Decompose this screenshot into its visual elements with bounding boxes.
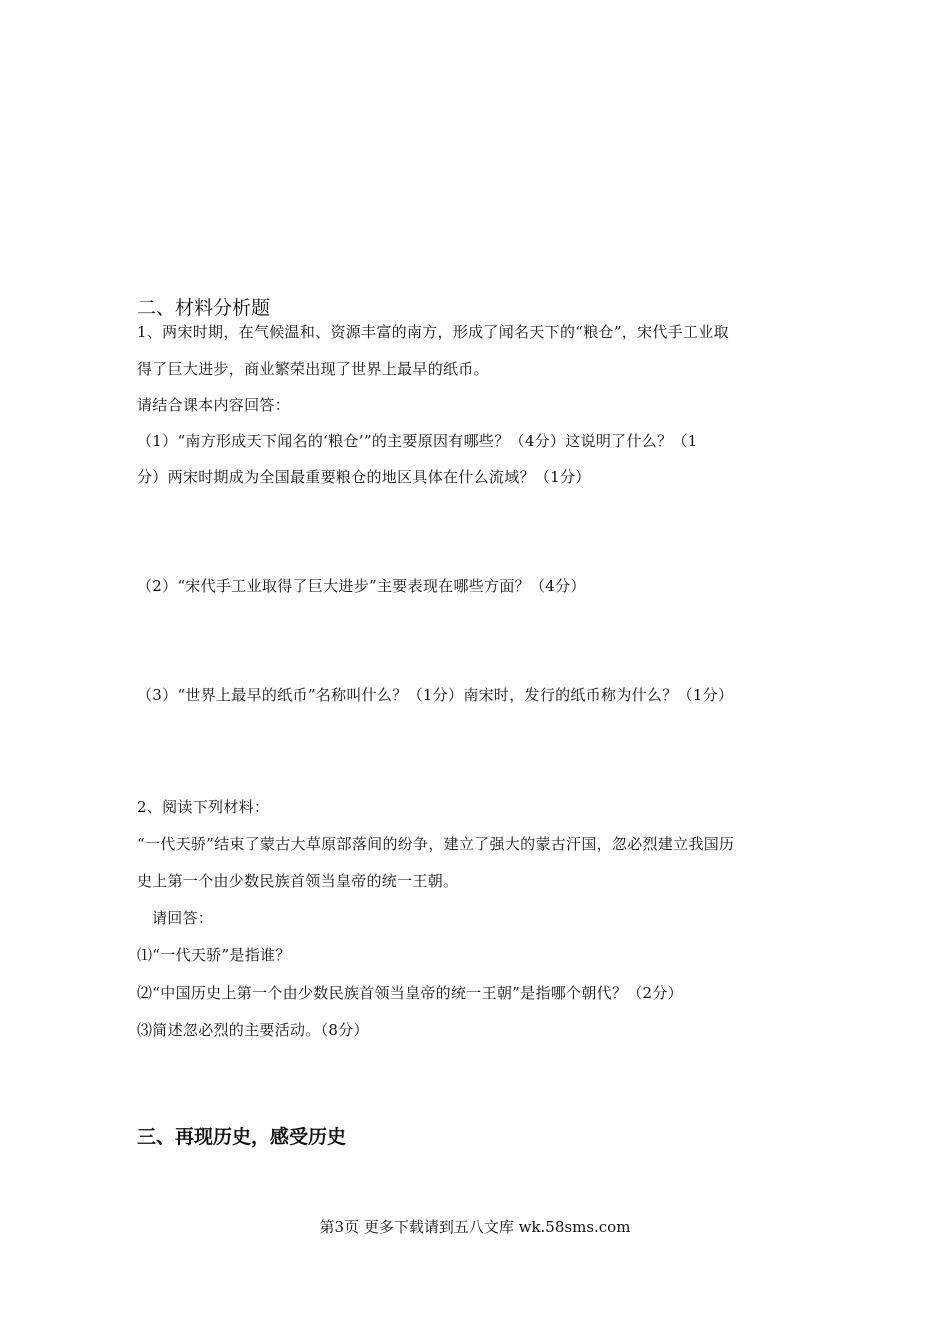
q1-line-2: 得了巨大进步，商业繁荣出现了世界上最早的纸币。 [137,360,489,378]
section-3-title: 三、再现历史，感受历史 [137,1126,347,1148]
q2-sub2: ⑵“中国历史上第一个由少数民族首领当皇帝的统一王朝”是指哪个朝代？（2分） [137,984,683,1002]
page-footer: 第3页 更多下载请到五八文库 wk.58sms.com [319,1218,631,1236]
q1-sub1-line-1: （1）“南方形成天下闻名的‘粮仓’”的主要原因有哪些？（4分）这说明了什么？（1 [137,432,698,450]
q2-prompt: 请回答： [152,909,214,927]
q1-sub1-line-2: 分）两宋时期成为全国最重要粮仓的地区具体在什么流域？（1分） [137,468,591,486]
q1-prompt: 请结合课本内容回答： [137,396,291,414]
q2-sub1: ⑴“一代天骄”是指谁？ [137,946,291,964]
q1-sub2: （2）“宋代手工业取得了巨大进步”主要表现在哪些方面？（4分） [137,577,586,595]
q1-sub3: （3）“世界上最早的纸币”名称叫什么？（1分）南宋时，发行的纸币称为什么？（1分） [137,686,734,704]
q2-material-line-2: 史上第一个由少数民族首领当皇帝的统一王朝。 [137,872,459,890]
q2-material-line-1: “一代天骄”结束了蒙古大草原部落间的纷争，建立了强大的蒙古汗国，忽必烈建立我国历 [137,835,735,853]
section-2-title: 二、材料分析题 [137,297,271,319]
q1-line-1: 1、两宋时期，在气候温和、资源丰富的南方，形成了闻名天下的“粮仓”，宋代手工业取 [137,323,729,341]
q2-intro: 2、阅读下列材料： [137,798,270,816]
q2-sub3: ⑶简述忽必烈的主要活动。（8分） [137,1021,369,1039]
